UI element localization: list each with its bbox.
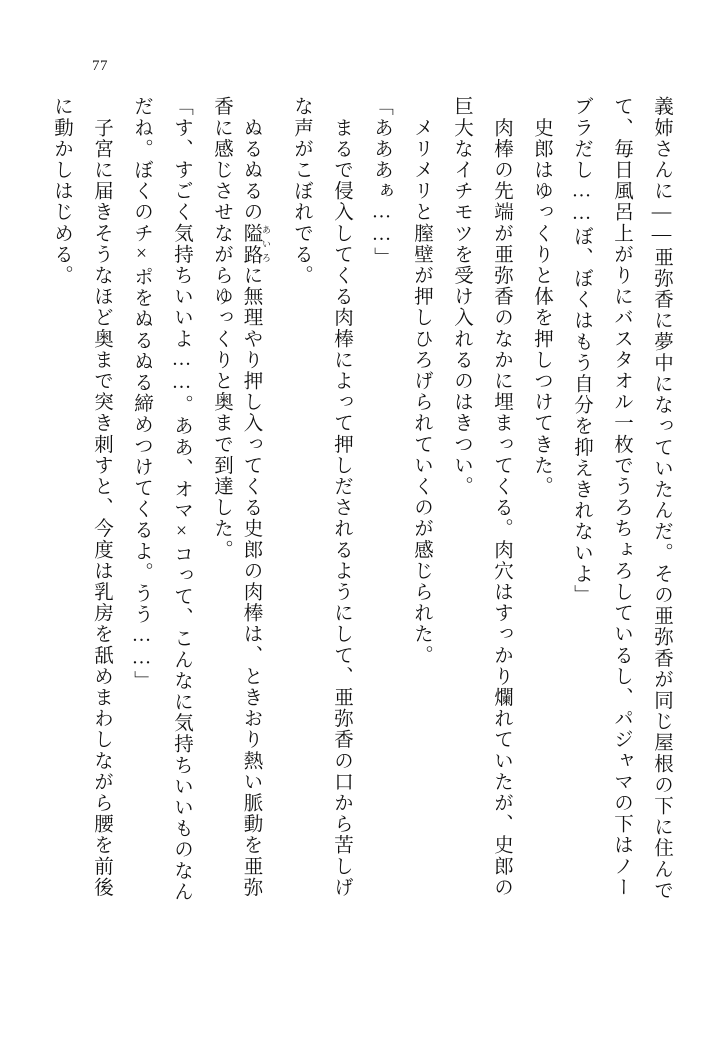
text-line: 義姉さんに――亜弥香に夢中になっていたんだ。その亜弥香が同じ屋根の下に住んで: [651, 96, 672, 901]
text-line: メリメリと膣壁が押しひろげられていくのが感じられた。: [411, 96, 432, 666]
text-line: に動かしはじめる。: [51, 96, 72, 286]
ruby-annotation: 隘路 あいろ: [240, 222, 271, 265]
text-line: まるで侵入してくる肉棒によって押しだされるようにして、亜弥香の口から苦しげ: [331, 96, 352, 898]
text-line: 子宮に届きそうなほど奥まで突き刺すと、今度は乳房を舐めまわしながら腰を前後: [91, 96, 112, 898]
text-line: だね。ぼくのチ×ポをぬるぬる締めつけてくるよ。うう……」: [131, 96, 152, 692]
page-number: 77: [92, 58, 108, 74]
text-line: 「あああぁ……」: [371, 96, 392, 268]
text-line: 香に感じさせながらゆっくりと奥まで到達した。: [211, 96, 232, 561]
text-line: 肉棒の先端が亜弥香のなかに埋まってくる。肉穴はすっかり爛れていたが、史郎の: [491, 96, 512, 898]
text-line: ブラだし……ぼ、ぼくはもう自分を抑えきれないよ」: [571, 96, 592, 606]
text-line: な声がこぼれでる。: [291, 96, 312, 286]
text-line: て、毎日風呂上がりにバスタオル一枚でうろちょろしているし、パジャマの下はノー: [611, 96, 632, 898]
text-line: 史郎はゆっくりと体を押しつけてきた。: [531, 96, 552, 497]
text-line: 巨大なイチモツを受け入れるのはきつい。: [451, 96, 472, 497]
text-line-with-ruby: ぬるぬるの隘路 あいろに無理やり押し入ってくる史郎の肉棒は、ときおり熱い脈動を亜弥: [240, 96, 271, 898]
body-text-block: [52, 96, 671, 998]
text-line: 「す、すごく気持ちいいよ……。ああ、オマ×コって、こんなに気持ちいいものなん: [171, 96, 192, 903]
